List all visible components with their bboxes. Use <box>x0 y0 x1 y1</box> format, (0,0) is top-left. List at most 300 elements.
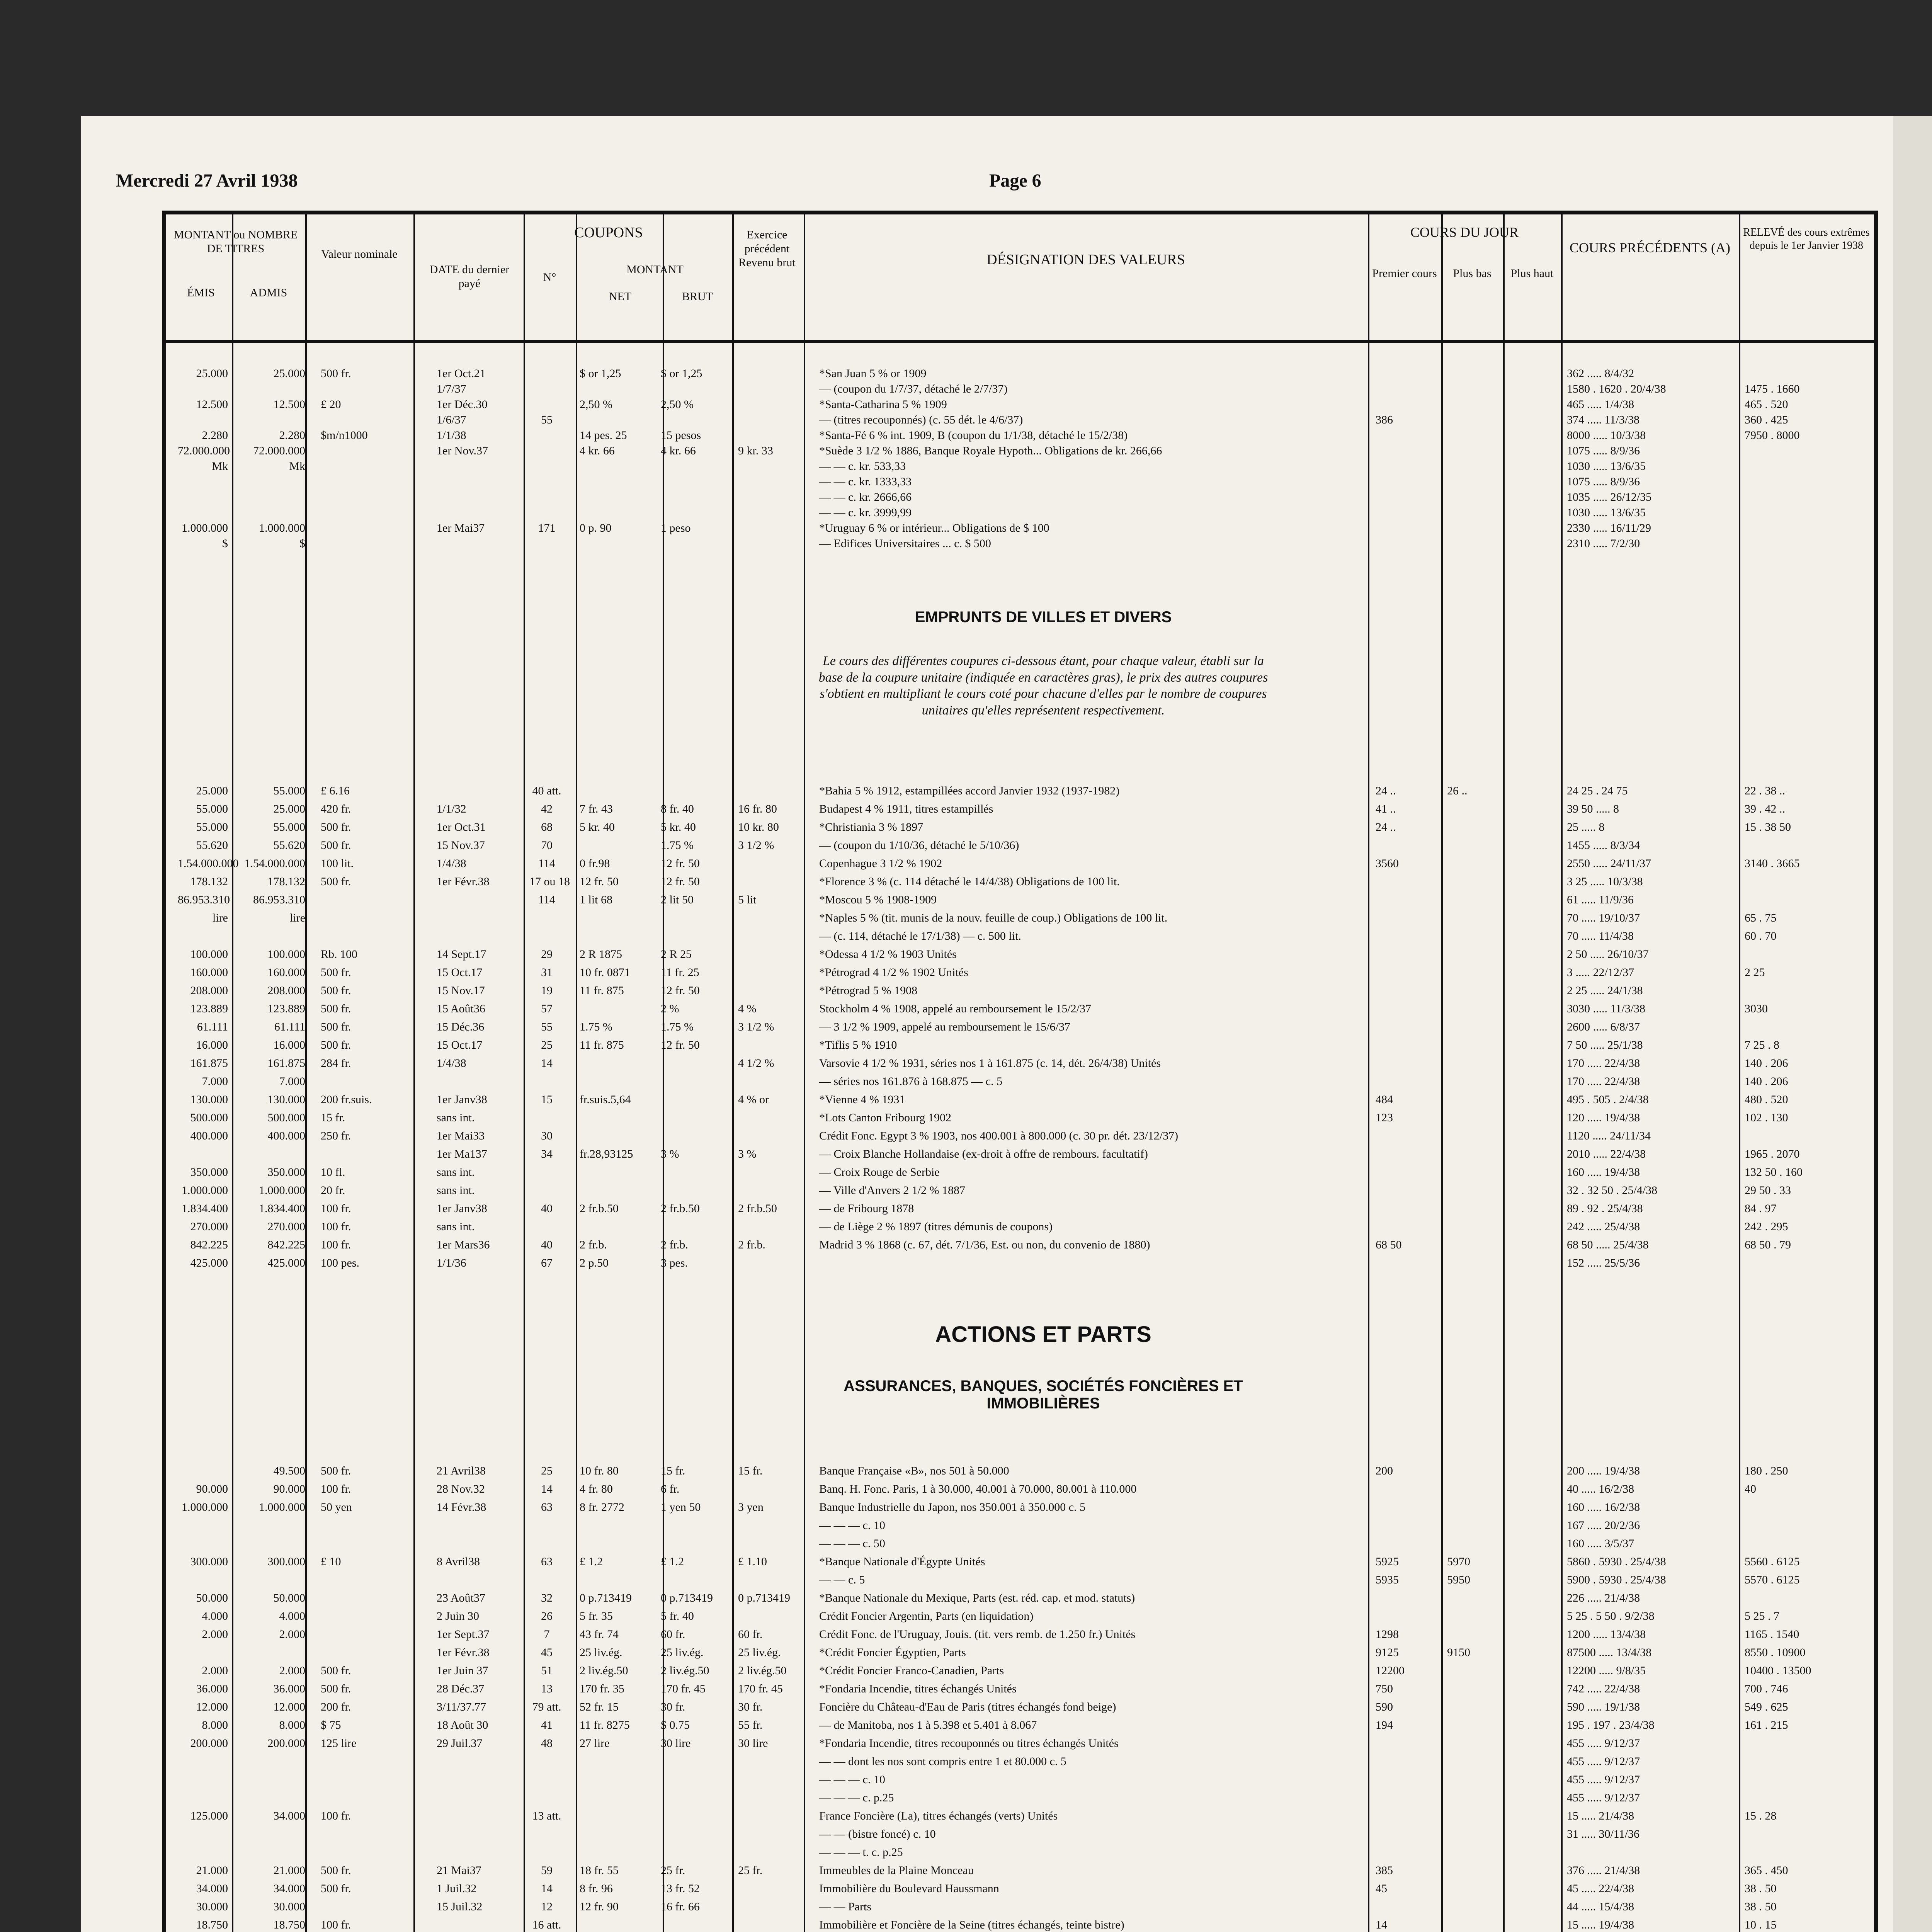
low-price: 9150 <box>1447 1646 1470 1659</box>
first-price: 41 .. <box>1376 803 1396 815</box>
coupon-gross: 4 kr. 66 <box>661 444 696 457</box>
coupon-gross: 170 fr. 45 <box>661 1682 706 1695</box>
security-name: *Christiania 3 % 1897 <box>819 821 923 833</box>
last-coupon-date: 1/1/38 <box>437 429 466 442</box>
year-range: 39 . 42 .. <box>1745 803 1785 815</box>
nominal-value: Rb. 100 <box>321 948 358 961</box>
coupon-number: 13 <box>541 1682 553 1695</box>
previous-price: 495 . 505 . 2/4/38 <box>1567 1093 1649 1106</box>
admitted-count: 36.000 <box>273 1682 305 1695</box>
nominal-value: 500 fr. <box>321 367 351 380</box>
coupon-net: 8 fr. 2772 <box>580 1501 624 1514</box>
prior-revenue: 0 p.713419 <box>738 1592 790 1604</box>
year-range: 3140 . 3665 <box>1745 857 1800 870</box>
table-row <box>170 948 1870 966</box>
table-row <box>170 1464 1870 1482</box>
previous-price: 1075 ..... 8/9/36 <box>1567 475 1640 488</box>
security-name: *Lots Canton Fribourg 1902 <box>819 1111 951 1124</box>
previous-price: 200 ..... 19/4/38 <box>1567 1464 1640 1477</box>
emitted-count: 55.000 <box>196 821 228 833</box>
admitted-count: 25.000 <box>273 803 305 815</box>
coupon-number: 45 <box>541 1646 553 1659</box>
nominal-value: £ 6.16 <box>321 784 350 797</box>
previous-price: 2600 ..... 6/8/37 <box>1567 1020 1640 1033</box>
first-price: 750 <box>1376 1682 1393 1695</box>
coupon-gross: 12 fr. 50 <box>661 857 700 870</box>
previous-price: 362 ..... 8/4/32 <box>1567 367 1634 380</box>
coupon-gross: 13 fr. 52 <box>661 1882 700 1895</box>
emitted-count: 30.000 <box>196 1900 228 1913</box>
emitted-count: 123.889 <box>190 1002 228 1015</box>
previous-price: 39 50 ..... 8 <box>1567 803 1619 815</box>
prior-revenue: 4 1/2 % <box>738 1057 774 1070</box>
security-name: Crédit Fonc. Egypt 3 % 1903, nos 400.001 à 800.000 (c. 30 pr. dét. 23/12/37) <box>819 1129 1179 1142</box>
table-row <box>170 893 1870 911</box>
nominal-value: 250 fr. <box>321 1129 351 1142</box>
previous-price: 2310 ..... 7/2/30 <box>1567 537 1640 550</box>
coupon-gross: 2 % <box>661 1002 679 1015</box>
prior-revenue: 25 fr. <box>738 1864 763 1877</box>
nominal-value: 100 fr. <box>321 1220 351 1233</box>
admitted-count: 4.000 <box>279 1610 305 1622</box>
security-name: Banque Française «B», nos 501 à 50.000 <box>819 1464 1009 1477</box>
admitted-count: 300.000 <box>267 1555 305 1568</box>
security-name: — — c. kr. 2666,66 <box>819 491 912 503</box>
admitted-count: 500.000 <box>267 1111 305 1124</box>
first-price: 484 <box>1376 1093 1393 1106</box>
security-name: *Naples 5 % (tit. munis de la nouv. feuille de coup.) Obligations de 100 lit. <box>819 912 1168 924</box>
previous-price: 455 ..... 9/12/37 <box>1567 1791 1640 1804</box>
coupon-net: 18 fr. 55 <box>580 1864 619 1877</box>
emitted-count: 12.500 <box>196 398 228 411</box>
first-price: 5925 <box>1376 1555 1399 1568</box>
security-name: Banque Industrielle du Japon, nos 350.001 à 350.000 c. 5 <box>819 1501 1086 1514</box>
year-range: 60 . 70 <box>1745 930 1777 942</box>
coupon-number: 67 <box>541 1257 553 1269</box>
col-premier: Premier cours <box>1372 267 1437 280</box>
emitted-count: 90.000 <box>196 1483 228 1495</box>
last-coupon-date: 14 Févr.38 <box>437 1501 486 1514</box>
coupon-net: 10 fr. 80 <box>580 1464 619 1477</box>
previous-price: 5900 . 5930 . 25/4/38 <box>1567 1573 1666 1586</box>
nominal-value: 100 fr. <box>321 1202 351 1215</box>
table-row <box>170 1882 1870 1900</box>
coupon-gross: 2 fr.b. <box>661 1238 688 1251</box>
coupon-gross: 1 yen 50 <box>661 1501 701 1514</box>
admitted-count: 8.000 <box>279 1719 305 1731</box>
admitted-count: 2.280 <box>279 429 305 442</box>
emitted-count: 2.000 <box>202 1628 228 1641</box>
col-valeur: Valeur nominale <box>321 248 398 260</box>
emitted-count: 100.000 <box>190 948 228 961</box>
nominal-value: 500 fr. <box>321 1002 351 1015</box>
nominal-value: 500 fr. <box>321 1039 351 1051</box>
coupon-net: 4 kr. 66 <box>580 444 615 457</box>
admitted-count: 842.225 <box>267 1238 305 1251</box>
nominal-value: 20 fr. <box>321 1184 345 1197</box>
previous-price: 2010 ..... 22/4/38 <box>1567 1148 1646 1160</box>
previous-price: 15 ..... 19/4/38 <box>1567 1918 1634 1931</box>
prior-revenue: 30 lire <box>738 1737 768 1750</box>
year-range: 68 50 . 79 <box>1745 1238 1791 1251</box>
coupon-gross: 11 fr. 25 <box>661 966 699 979</box>
table-row <box>170 1184 1870 1202</box>
table-row <box>170 1111 1870 1129</box>
emitted-count: 25.000 <box>196 367 228 380</box>
coupon-number: 40 <box>541 1238 553 1251</box>
previous-price: 3 ..... 22/12/37 <box>1567 966 1634 979</box>
coupon-number: 7 <box>544 1628 550 1641</box>
nominal-value: 100 pes. <box>321 1257 359 1269</box>
emitted-count: 25.000 <box>196 784 228 797</box>
year-range: 132 50 . 160 <box>1745 1166 1803 1179</box>
coupon-gross: 2 liv.ég.50 <box>661 1664 709 1677</box>
previous-price: 1030 ..... 13/6/35 <box>1567 460 1646 473</box>
first-price: 385 <box>1376 1864 1393 1877</box>
admitted-count: 1.54.000.000 <box>244 857 305 870</box>
col-exercice: Exercice précédent Revenu brut <box>738 228 796 269</box>
note-emprunts: Le cours des différentes coupures ci-dessous étant, pour chaque valeur, établi sur la base de la coupure unitaire (indiquée en caractères gras), le prix des autres coupures s'obtient en multipliant le cours coté pour chacune d'elles par le nombre de coupures unitaires qu'elles représentent respectivement. <box>818 654 1268 718</box>
coupon-net: 1.75 % <box>580 1020 612 1033</box>
admitted-count: 400.000 <box>267 1129 305 1142</box>
last-coupon-date: 1er Févr.38 <box>437 875 490 888</box>
last-coupon-date: sans int. <box>437 1220 475 1233</box>
last-coupon-date: 15 Juil.32 <box>437 1900 483 1913</box>
coupon-number: 63 <box>541 1501 553 1514</box>
first-price: 3560 <box>1376 857 1399 870</box>
table-row <box>170 930 1870 947</box>
previous-price: 1035 ..... 26/12/35 <box>1567 491 1652 503</box>
previous-price: 170 ..... 22/4/38 <box>1567 1057 1640 1070</box>
table-row <box>170 1002 1870 1020</box>
coupon-number: 13 att. <box>532 1810 561 1822</box>
previous-price: 1120 ..... 24/11/34 <box>1567 1129 1651 1142</box>
coupon-gross: 5 kr. 40 <box>661 821 696 833</box>
table-row <box>170 1610 1870 1628</box>
security-name: *Bahia 5 % 1912, estampillées accord Janvier 1932 (1937-1982) <box>819 784 1120 797</box>
year-range: 2 25 <box>1745 966 1765 979</box>
coupon-gross: 2 fr.b.50 <box>661 1202 700 1215</box>
table-row <box>170 1719 1870 1736</box>
previous-price: 3 25 ..... 10/3/38 <box>1567 875 1643 888</box>
coupon-gross: $ or 1,25 <box>661 367 702 380</box>
low-price: 26 .. <box>1447 784 1468 797</box>
security-name: — — dont les nos sont compris entre 1 et 80.000 c. 5 <box>819 1755 1066 1768</box>
previous-price: 455 ..... 9/12/37 <box>1567 1773 1640 1786</box>
last-coupon-date: 1/1/36 <box>437 1257 466 1269</box>
admitted-count: 160.000 <box>267 966 305 979</box>
coupon-net: 1 lit 68 <box>580 893 613 906</box>
coupon-gross: 60 fr. <box>661 1628 685 1641</box>
coupon-number: 70 <box>541 839 553 852</box>
previous-price: 1030 ..... 13/6/35 <box>1567 506 1646 519</box>
security-name: — de Fribourg 1878 <box>819 1202 914 1215</box>
coupon-number: 114 <box>538 857 555 870</box>
coupon-number: 48 <box>541 1737 553 1750</box>
last-coupon-date: sans int. <box>437 1166 475 1179</box>
coupon-gross: 12 fr. 50 <box>661 1039 700 1051</box>
table-row <box>170 1864 1870 1882</box>
last-coupon-date: 28 Nov.32 <box>437 1483 485 1495</box>
previous-price: 2550 ..... 24/11/37 <box>1567 857 1651 870</box>
table-row <box>170 1773 1870 1791</box>
first-price: 5935 <box>1376 1573 1399 1586</box>
year-range: 1475 . 1660 <box>1745 383 1800 395</box>
prior-revenue: 16 fr. 80 <box>738 803 777 815</box>
last-coupon-date: 1er Sept.37 <box>437 1628 490 1641</box>
coupon-number: 17 ou 18 <box>529 875 570 888</box>
previous-price: 61 ..... 11/9/36 <box>1567 893 1634 906</box>
table-row <box>170 1501 1870 1519</box>
last-coupon-date: 1er Mai33 <box>437 1129 485 1142</box>
admitted-count: 1.834.400 <box>259 1202 305 1215</box>
table-row <box>170 839 1870 857</box>
security-name: — — c. kr. 533,33 <box>819 460 906 473</box>
nominal-value: $m/n1000 <box>321 429 368 442</box>
emitted-count: 1.000.000 <box>182 1184 228 1197</box>
coupon-gross: 8 fr. 40 <box>661 803 694 815</box>
previous-price: 5 25 . 5 50 . 9/2/38 <box>1567 1610 1655 1622</box>
coupon-net: 2,50 % <box>580 398 612 411</box>
previous-price: 1075 ..... 8/9/36 <box>1567 444 1640 457</box>
coupon-net: 5 fr. 35 <box>580 1610 613 1622</box>
security-name: *Banque Nationale du Mexique, Parts (est. réd. cap. et mod. statuts) <box>819 1592 1135 1604</box>
prior-revenue: 3 1/2 % <box>738 1020 774 1033</box>
year-range: 38 . 50 <box>1745 1900 1777 1913</box>
admitted-count: 90.000 <box>273 1483 305 1495</box>
nominal-value: 500 fr. <box>321 1682 351 1695</box>
emitted-count: 21.000 <box>196 1864 228 1877</box>
last-coupon-date: 1er Déc.30 <box>437 398 488 411</box>
nominal-value: 15 fr. <box>321 1111 345 1124</box>
security-name: — — — c. 10 <box>819 1773 885 1786</box>
table-row <box>170 984 1870 1002</box>
emitted-count: 300.000 <box>190 1555 228 1568</box>
previous-price: 89 . 92 . 25/4/38 <box>1567 1202 1643 1215</box>
prior-revenue: 4 % or <box>738 1093 769 1106</box>
year-range: 180 . 250 <box>1745 1464 1788 1477</box>
security-name: — Ville d'Anvers 2 1/2 % 1887 <box>819 1184 966 1197</box>
coupon-gross: 15 pesos <box>661 429 701 442</box>
admitted-count: 200.000 <box>267 1737 305 1750</box>
emitted-count: 72.000.000 <box>178 444 230 457</box>
year-range: 242 . 295 <box>1745 1220 1788 1233</box>
coupon-gross: 3 % <box>661 1148 679 1160</box>
first-price: 14 <box>1376 1918 1387 1931</box>
coupon-net: 7 fr. 43 <box>580 803 613 815</box>
emitted-count: 160.000 <box>190 966 228 979</box>
table-row <box>170 1682 1870 1700</box>
coupon-gross: 25 liv.ég. <box>661 1646 704 1659</box>
nominal-value: 100 fr. <box>321 1810 351 1822</box>
coupon-number: 34 <box>541 1148 553 1160</box>
coupon-number: 14 <box>541 1882 553 1895</box>
previous-price: 160 ..... 16/2/38 <box>1567 1501 1640 1514</box>
last-coupon-date: 18 Août 30 <box>437 1719 488 1731</box>
last-coupon-date: 1er Janv38 <box>437 1093 487 1106</box>
nominal-value: 10 fl. <box>321 1166 345 1179</box>
coupon-number: 55 <box>541 413 553 426</box>
security-name: Crédit Fonc. de l'Uruguay, Jouis. (tit. vers remb. de 1.250 fr.) Unités <box>819 1628 1136 1641</box>
coupon-gross: 1.75 % <box>661 839 694 852</box>
year-range: 365 . 450 <box>1745 1864 1788 1877</box>
emitted-count: 178.132 <box>190 875 228 888</box>
previous-price: 167 ..... 20/2/36 <box>1567 1519 1640 1532</box>
emitted-count: 500.000 <box>190 1111 228 1124</box>
nominal-value: 200 fr. <box>321 1701 351 1713</box>
admitted-count: 55.000 <box>273 821 305 833</box>
coupon-net: fr.28,93125 <box>580 1148 633 1160</box>
table-row <box>170 537 1870 555</box>
coupon-number: 29 <box>541 948 553 961</box>
emitted-count: 55.620 <box>196 839 228 852</box>
prior-revenue: 3 1/2 % <box>738 839 774 852</box>
table-row <box>170 1592 1870 1609</box>
previous-price: 374 ..... 11/3/38 <box>1567 413 1640 426</box>
emitted-count: 34.000 <box>196 1882 228 1895</box>
coupon-number: 63 <box>541 1555 553 1568</box>
coupon-net: 2 fr.b.50 <box>580 1202 619 1215</box>
table-row <box>170 1755 1870 1773</box>
year-range: 22 . 38 .. <box>1745 784 1785 797</box>
table-row <box>170 1555 1870 1573</box>
coupon-net: £ 1.2 <box>580 1555 603 1568</box>
coupon-net: 0 p. 90 <box>580 522 612 534</box>
admitted-count: 16.000 <box>273 1039 305 1051</box>
prior-revenue: 3 % <box>738 1148 757 1160</box>
security-name: Stockholm 4 % 1908, appelé au remboursement le 15/2/37 <box>819 1002 1092 1015</box>
admitted-count: 86.953.310 <box>253 893 305 906</box>
previous-price: 376 ..... 21/4/38 <box>1567 1864 1640 1877</box>
admitted-count: 21.000 <box>273 1864 305 1877</box>
coupon-number: 57 <box>541 1002 553 1015</box>
nominal-value: 100 fr. <box>321 1483 351 1495</box>
admitted-count: Mk <box>289 460 305 473</box>
emitted-count: Mk <box>212 460 228 473</box>
emitted-count: 36.000 <box>196 1682 228 1695</box>
nominal-value: £ 20 <box>321 398 341 411</box>
last-coupon-date: 1er Juin 37 <box>437 1664 488 1677</box>
previous-price: 226 ..... 21/4/38 <box>1567 1592 1640 1604</box>
last-coupon-date: 1/6/37 <box>437 413 466 426</box>
previous-price: 742 ..... 22/4/38 <box>1567 1682 1640 1695</box>
previous-price: 24 25 . 24 75 <box>1567 784 1628 797</box>
admitted-count: 34.000 <box>273 1882 305 1895</box>
last-coupon-date: 1er Mai37 <box>437 522 485 534</box>
previous-price: 70 ..... 19/10/37 <box>1567 912 1640 924</box>
security-name: — (c. 114, détaché le 17/1/38) — c. 500 lit. <box>819 930 1021 942</box>
security-name: *Crédit Foncier Égyptien, Parts <box>819 1646 966 1659</box>
security-name: *Banque Nationale d'Égypte Unités <box>819 1555 985 1568</box>
col-precedents: COURS PRÉCÉDENTS (A) <box>1569 240 1731 255</box>
prior-revenue: 2 fr.b.50 <box>738 1202 777 1215</box>
coupon-gross: 1 peso <box>661 522 691 534</box>
year-range: 7950 . 8000 <box>1745 429 1800 442</box>
previous-price: 242 ..... 25/4/38 <box>1567 1220 1640 1233</box>
coupon-number: 14 <box>541 1483 553 1495</box>
admitted-count: 55.000 <box>273 784 305 797</box>
coupon-number: 25 <box>541 1039 553 1051</box>
last-coupon-date: 1er Oct.31 <box>437 821 486 833</box>
last-coupon-date: 15 Oct.17 <box>437 1039 483 1051</box>
security-name: — (coupon du 1/10/36, détaché le 5/10/36) <box>819 839 1019 852</box>
coupon-gross: 5 fr. 40 <box>661 1610 694 1622</box>
table-row <box>170 1129 1870 1147</box>
security-name: — — c. kr. 3999,99 <box>819 506 912 519</box>
security-name: — — c. 5 <box>819 1573 865 1586</box>
emitted-count: 7.000 <box>202 1075 228 1088</box>
first-price: 45 <box>1376 1882 1387 1895</box>
coupon-gross: 16 fr. 66 <box>661 1900 700 1913</box>
year-range: 140 . 206 <box>1745 1075 1788 1088</box>
coupon-number: 31 <box>541 966 553 979</box>
year-range: 102 . 130 <box>1745 1111 1788 1124</box>
year-range: 10400 . 13500 <box>1745 1664 1811 1677</box>
prior-revenue: 10 kr. 80 <box>738 821 779 833</box>
coupon-number: 59 <box>541 1864 553 1877</box>
security-name: — — — c. p.25 <box>819 1791 894 1804</box>
admitted-count: 100.000 <box>267 948 305 961</box>
last-coupon-date: 1er Oct.21 <box>437 367 486 380</box>
first-price: 68 50 <box>1376 1238 1402 1251</box>
first-price: 590 <box>1376 1701 1393 1713</box>
first-price: 24 .. <box>1376 784 1396 797</box>
security-name: *Uruguay 6 % or intérieur... Obligations de $ 100 <box>819 522 1049 534</box>
last-coupon-date: 1er Nov.37 <box>437 444 488 457</box>
table-row <box>170 1573 1870 1591</box>
previous-price: 455 ..... 9/12/37 <box>1567 1755 1640 1768</box>
page-number: Page 6 <box>989 170 1041 191</box>
security-name: Immobilière du Boulevard Haussmann <box>819 1882 999 1895</box>
coupon-net: 12 fr. 90 <box>580 1900 619 1913</box>
previous-price: 465 ..... 1/4/38 <box>1567 398 1634 411</box>
emitted-count: 55.000 <box>196 803 228 815</box>
table-row <box>170 912 1870 929</box>
nominal-value: 500 fr. <box>321 1882 351 1895</box>
coupon-gross: 12 fr. 50 <box>661 875 700 888</box>
coupon-net: 0 fr.98 <box>580 857 610 870</box>
admitted-count: lire <box>290 912 305 924</box>
table-row <box>170 875 1870 893</box>
last-coupon-date: 1/1/32 <box>437 803 466 815</box>
coupon-number: 30 <box>541 1129 553 1142</box>
prior-revenue: 2 liv.ég.50 <box>738 1664 787 1677</box>
previous-price: 7 50 ..... 25/1/38 <box>1567 1039 1643 1051</box>
security-name: Foncière du Château-d'Eau de Paris (titres échangés fond beige) <box>819 1701 1116 1713</box>
last-coupon-date: 14 Sept.17 <box>437 948 486 961</box>
emitted-count: 86.953.310 <box>178 893 230 906</box>
header-rule <box>162 340 1878 343</box>
low-price: 5970 <box>1447 1555 1470 1568</box>
table-row <box>170 1166 1870 1184</box>
previous-price: 152 ..... 25/5/36 <box>1567 1257 1640 1269</box>
col-montant-coupon: MONTANT <box>626 263 684 276</box>
emitted-count: 1.54.000.000 <box>178 857 239 870</box>
first-price: 123 <box>1376 1111 1393 1124</box>
coupon-net: 14 pes. 25 <box>580 429 627 442</box>
previous-price: 195 . 197 . 23/4/38 <box>1567 1719 1655 1731</box>
emitted-count: 842.225 <box>190 1238 228 1251</box>
security-name: — (titres recouponnés) (c. 55 dét. le 4/6/37) <box>819 413 1023 426</box>
nominal-value: 500 fr. <box>321 966 351 979</box>
security-name: — de Manitoba, nos 1 à 5.398 et 5.401 à 8.067 <box>819 1719 1037 1731</box>
emitted-count: 161.875 <box>190 1057 228 1070</box>
security-name: *Santa-Fé 6 % int. 1909, B (coupon du 1/1/38, détaché le 15/2/38) <box>819 429 1128 442</box>
nominal-value: 284 fr. <box>321 1057 351 1070</box>
previous-price: 1455 ..... 8/3/34 <box>1567 839 1640 852</box>
table-row <box>170 1918 1870 1932</box>
admitted-count: 18.750 <box>273 1918 305 1931</box>
